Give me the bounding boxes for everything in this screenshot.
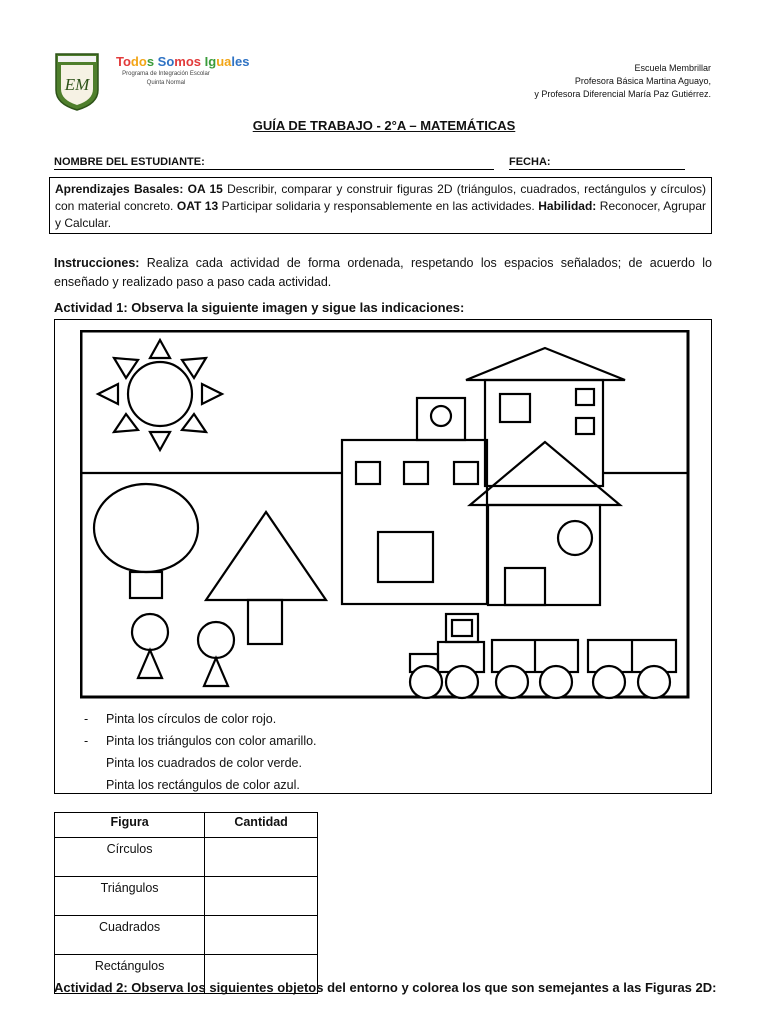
tree-trunk-square <box>248 600 282 644</box>
shapes-drawing <box>80 330 690 700</box>
logo-brand-text: Todos Somos Iguales <box>116 54 250 69</box>
chimney-square <box>417 398 465 440</box>
table-header-row <box>55 813 318 838</box>
skill-label: Habilidad: <box>538 199 597 213</box>
table-row <box>55 838 318 877</box>
building-rectangle <box>342 440 487 604</box>
school-shield-logo <box>54 52 100 112</box>
logo-sub-1: Programa de Integración Escolar <box>122 71 210 77</box>
instructions <box>54 254 712 292</box>
task-item: - Pinta los triángulos con color amarillo. <box>84 734 317 748</box>
figure-cell: Rectángulos <box>55 955 205 994</box>
train-window-square <box>452 620 472 636</box>
task-item: - Pinta los círculos de color rojo. <box>84 712 277 726</box>
person-head-circle <box>198 622 234 658</box>
figure-cell: Triángulos <box>55 877 205 916</box>
house-roof-triangle <box>470 442 620 505</box>
oa-code: OA 15 <box>187 182 223 196</box>
sun-ray-triangle <box>150 340 170 358</box>
sun-ray-triangle <box>114 414 138 432</box>
skill-text: Reconocer, Agrupar y Calcular. <box>55 199 706 230</box>
tree-crown-circle <box>94 484 198 572</box>
activity-1-heading: Actividad 1: Observa la siguiente imagen y sigue las indicaciones: <box>54 300 465 315</box>
window-square <box>356 462 380 484</box>
oat-code: OAT 13 <box>176 199 219 213</box>
train-wheel-circle <box>446 666 478 698</box>
instructions-label: Instrucciones: <box>54 256 140 270</box>
person-body-triangle <box>138 650 162 678</box>
train-wheel-circle <box>410 666 442 698</box>
figure-cell: Círculos <box>55 838 205 877</box>
train-cab-square <box>446 614 478 642</box>
school-name: Escuela Membrillar <box>634 63 711 73</box>
instructions-text: Realiza cada actividad de forma ordenada, respetando los espacios señalados; de acuerdo lo enseñado y realizado paso a paso cada actividad. <box>54 256 712 289</box>
window-square <box>454 462 478 484</box>
house-window-circle <box>558 521 592 555</box>
teacher-basic: Profesora Básica Martina Aguayo, <box>574 76 711 86</box>
student-name-field[interactable] <box>54 169 494 170</box>
page-title: GUÍA DE TRABAJO - 2°A – MATEMÁTICAS <box>252 118 516 133</box>
sun-ray-triangle <box>150 432 170 450</box>
table-row <box>55 916 318 955</box>
figure-cell: Cuadrados <box>55 916 205 955</box>
window-square <box>576 389 594 405</box>
integration-program-logo <box>116 54 250 100</box>
chimney-circle <box>431 406 451 426</box>
learning-goals-box <box>49 177 712 234</box>
person-body-triangle <box>204 658 228 686</box>
drawing-border <box>81 331 688 697</box>
svg-text:EM: EM <box>64 75 90 94</box>
door-square <box>378 532 433 582</box>
task-list <box>84 708 317 796</box>
quantity-cell[interactable] <box>205 838 318 877</box>
sun-circle <box>128 362 192 426</box>
train-wheel-circle <box>540 666 572 698</box>
train-wheel-circle <box>496 666 528 698</box>
count-table <box>54 812 318 994</box>
window-square <box>576 418 594 434</box>
task-item: Pinta los rectángulos de color azul. <box>106 778 300 792</box>
oat-text: Participar solidaria y responsablemente en las actividades. <box>218 199 539 213</box>
activity-2-heading: Actividad 2: Observa los siguientes objetos del entorno y colorea los que son semejantes a las Figuras 2D: <box>54 980 717 995</box>
basales-label: Aprendizajes Basales: <box>55 182 184 196</box>
header-quantity: Cantidad <box>205 813 318 838</box>
oa-text: Describir, comparar y construir figuras 2D (triángulos, cuadrados, rectángulos y círculos) con material concreto. <box>55 182 707 213</box>
sun-ray-triangle <box>182 414 206 432</box>
train-wheel-circle <box>638 666 670 698</box>
sun-ray-triangle <box>98 384 118 404</box>
quantity-cell[interactable] <box>205 877 318 916</box>
date-label: FECHA: <box>509 156 551 168</box>
window-square <box>404 462 428 484</box>
logo-sub-2: Quinta Normal <box>146 80 186 86</box>
roof-triangle <box>466 348 625 380</box>
sun-ray-triangle <box>202 384 222 404</box>
table-row <box>55 877 318 916</box>
teacher-differential: y Profesora Diferencial María Paz Gutiérrez. <box>534 89 711 99</box>
quantity-cell[interactable] <box>205 916 318 955</box>
person-head-circle <box>132 614 168 650</box>
house-door-square <box>505 568 545 605</box>
tree-crown-triangle <box>206 512 326 600</box>
header-figure: Figura <box>55 813 205 838</box>
date-field[interactable] <box>509 169 685 170</box>
window-square <box>500 394 530 422</box>
task-item: Pinta los cuadrados de color verde. <box>106 756 302 770</box>
school-info <box>534 62 711 101</box>
tree-trunk-square <box>130 572 162 598</box>
train-wheel-circle <box>593 666 625 698</box>
student-name-label: NOMBRE DEL ESTUDIANTE: <box>54 156 205 168</box>
